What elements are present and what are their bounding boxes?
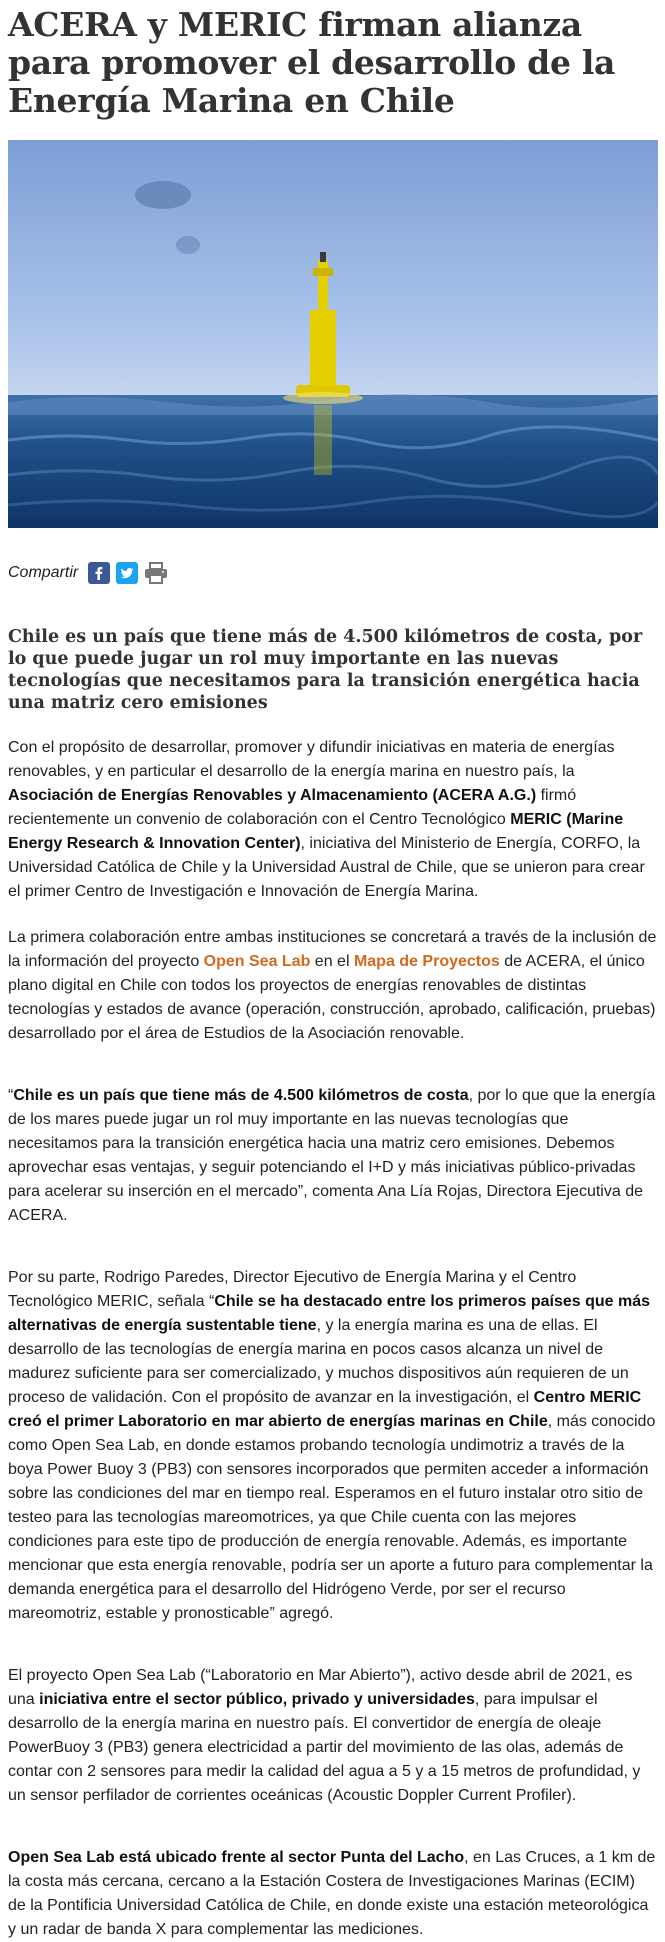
text: La primera colaboración entre ambas instituciones se concretará a través de la inclusión de la información del proyecto [8,929,657,970]
bold-text: Chile se ha destacado entre los primeros países que más alternativas de energía sustentable tiene [8,1293,651,1334]
bold-text: Asociación de Energías Renovables y Almacenamiento (ACERA A.G.) [8,787,537,804]
share-label: Compartir [8,564,79,581]
bold-text: Centro MERIC creó el primer Laboratorio en mar abierto de energías marinas en Chile [8,1389,642,1430]
bold-text: Chile es un país que tiene más de 4.500 kilómetros de costa [13,1087,469,1104]
text: , más conocido como Open Sea Lab, en donde estamos probando tecnología undimotriz a través de la boya Power Buoy 3 (PB3) con sensores incorporados que permiten acceder a información sobre las condiciones del mar en tiempo real. Esperamos en el futuro instalar otro sitio de testeo para las tecnologías mareomotrices, ya que Chile cuenta con las mejores condiciones para este tipo de producción de energía renovable. Además, es importante mencionar que esta energía renovable, podría ser un aporte a futuro para complementar la demanda energética para el desarrollo del Hidrógeno Verde, por ser el recurso mareomotriz, estable y pronosticable” agregó. [8,1413,656,1622]
paragraph-3 [8,1084,657,1228]
paragraph-4 [8,1266,657,1626]
paragraph-6 [8,1846,657,1942]
buoy-photo [8,140,658,528]
text: Con el propósito de desarrollar, promover y difundir iniciativas en materia de energías renovables, y en particular el desarrollo de la energía marina en nuestro país, la [8,739,615,780]
text: “ [8,1087,14,1104]
text: , en Las Cruces, a 1 km de la costa más cercana, cercano a la Estación Costera de Investigaciones Marinas (ECIM) de la Pontificia Universidad Católica de Chile, en donde existe una estación meteorológica y un radar de banda X para complementar las mediciones. [8,1849,656,1938]
paragraph-2 [8,926,657,1046]
bold-text: MERIC (Marine Energy Research & Innovation Center) [8,811,624,852]
twitter-icon[interactable] [116,562,138,584]
text: , iniciativa del Ministerio de Energía, CORFO, la Universidad Católica de Chile y la Universidad Austral de Chile, que se unieron para crear el primer Centro de Investigación e Innovación de Energía Marina. [8,835,645,900]
hero-image [8,140,658,528]
facebook-icon[interactable] [88,562,110,584]
text: de ACERA, el único plano digital en Chile con todos los proyectos de energías renovables de distintas tecnologías y estados de avance (operación, construcción, aprobado, calificación, pruebas) desarrollado por el área de Estudios de la Asociación renovable. [8,953,656,1042]
text: El proyecto Open Sea Lab (“Laboratorio en Mar Abierto”), activo desde abril de 2021, es una [8,1667,633,1708]
text: Por su parte, Rodrigo Paredes, Director Ejecutivo de Energía Marina y el Centro Tecnológico MERIC, señala “ [8,1269,577,1310]
bold-text: iniciativa entre el sector público, privado y universidades [39,1691,475,1708]
bold-text: Open Sea Lab está ubicado frente al sector Punta del Lacho [8,1849,465,1866]
open-sea-lab-link[interactable]: Open Sea Lab [203,953,311,970]
article-lead: Chile es un país que tiene más de 4.500 kilómetros de costa, por lo que puede jugar un rol muy importante en las nuevas tecnologías que necesitamos para la transición energética hacia una matriz cero emisiones [8,627,643,713]
text: firmó recientemente un convenio de colaboración con el Centro Tecnológico [8,787,577,828]
article-title: ACERA y MERIC firman alianza para promover el desarrollo de la Energía Marina en Chile [8,5,616,120]
print-icon[interactable] [144,562,166,584]
paragraph-1 [8,736,657,904]
text: , por lo que que la energía de los mares puede jugar un rol muy importante en las nuevas tecnologías que necesitamos para la transición energética hacia una matriz cero emisiones. Debemos aprovechar esas ventajas, y seguir potenciando el I+D y más iniciativas público-privadas para acelerar su inserción en el mercado”, comenta Ana Lía Rojas, Directora Ejecutiva de ACERA. [8,1087,656,1224]
text: en el [310,953,354,970]
mapa-de-proyectos-link[interactable]: Mapa de Proyectos [353,953,500,970]
text: , para impulsar el desarrollo de la energía marina en nuestro país. El convertidor de energía de oleaje PowerBuoy 3 (PB3) genera electricidad a partir del movimiento de las olas, además de contar con 2 sensores para medir la calidad del agua a 5 y a 15 metros de profundidad, y un sensor perfilador de corrientes oceánicas (Acoustic Doppler Current Profiler). [8,1691,641,1804]
paragraph-5 [8,1664,657,1808]
article [0,6,665,1942]
share-bar [8,558,657,588]
text: , y la energía marina es una de ellas. El desarrollo de las tecnologías de energía marina en pocos casos alcanza un nivel de madurez suficiente para ser comercializado, y muchos dispositivos aún requieren de un proceso de validación. Con el propósito de avanzar en la investigación, el [8,1317,629,1406]
